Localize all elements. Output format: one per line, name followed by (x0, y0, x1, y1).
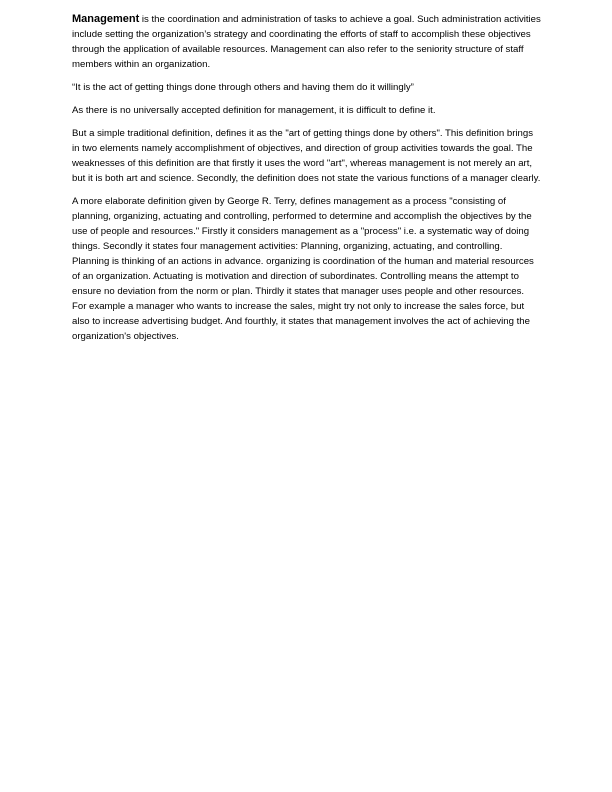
paragraph-no-universal-definition: As there is no universally accepted definition for management, it is difficult to define it. (72, 105, 436, 116)
paragraph-traditional-definition: But a simple traditional definition, defines it as the "art of getting things done by others". This definition brings in two elements namely accomplishment of objectives, and direction of group activities towards the goal. The weaknesses of this definition are that firstly it uses the word "art", whereas management is not merely an art, but it is both art and science. Secondly, the definition does not state the various functions of a manager clearly. (72, 128, 541, 184)
bold-term-management: Management (72, 13, 140, 25)
paragraph-definition-text: is the coordination and administration of tasks to achieve a goal. Such administration activities include setting the organization’s strategy and coordinating the efforts of staff to accomplish these objectives through the application of available resources. Management can also refer to the seniority structure of staff members within an organization. (72, 14, 541, 70)
document-body (72, 12, 541, 352)
paragraph-terry-definition: A more elaborate definition given by George R. Terry, defines management as a process "consisting of planning, organizing, actuating and controlling, performed to determine and accomplish the objectives by the use of people and resources." Firstly it considers management as a "process" i.e. a systematic way of doing things. Secondly it states four management activities: Planning, organizing, actuating, and controlling. Planning is thinking of an actions in advance. organizing is coordination of the human and material resources of an organization. Actuating is motivation and direction of subordinates. Controlling means the attempt to ensure no deviation from the norm or plan. Thirdly it states that manager uses people and other resources. For example a manager who wants to increase the sales, might try not only to increase the sales force, but also to increase advertising budget. And fourthly, it states that management involves the act of achieving the organization's objectives. (72, 196, 534, 342)
paragraph-quote: “It is the act of getting things done through others and having them do it willingly” (72, 82, 414, 93)
paragraph-definition (72, 12, 541, 72)
